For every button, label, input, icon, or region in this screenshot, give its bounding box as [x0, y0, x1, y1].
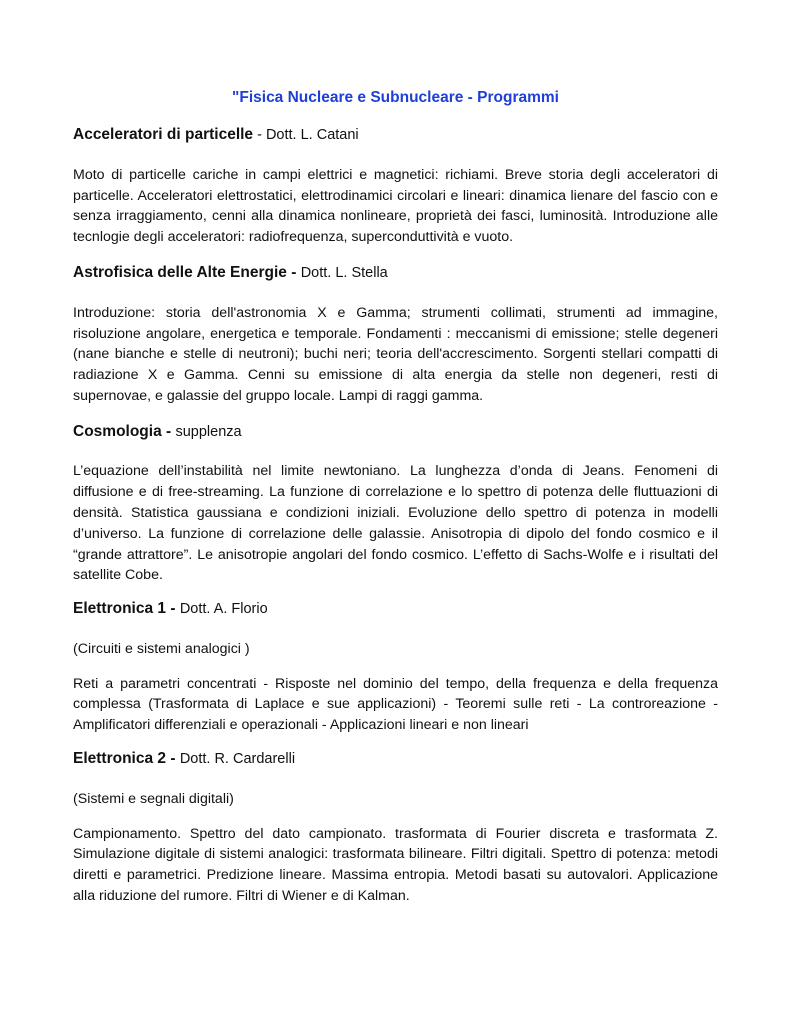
course-teacher: Dott. R. Cardarelli	[179, 751, 296, 768]
document-title: "Fisica Nucleare e Subnucleare - Programmi	[232, 89, 559, 106]
course-subtitle: (Circuiti e sistemi analogici )	[73, 640, 250, 657]
document-page	[73, 88, 718, 921]
course-description: Moto di particelle cariche in campi elettrici e magnetici: richiami. Breve storia degli acceleratori di particelle. Acceleratori elettrostatici, elettrodinamici circolari e lineari: dinamica lienare del fascio con e senza irraggiamento, cenni alla dinamica nonlineare, proprietà dei fasci, luminosità. Introduzione alle tecnlogie degli acceleratori: radiofrequenza, superconduttività e vuoto.	[73, 166, 718, 246]
course-subtitle: (Sistemi e segnali digitali)	[73, 790, 234, 807]
course-teacher: - Dott. L. Catani	[253, 127, 359, 144]
course-description: Introduzione: storia dell'astronomia X e Gamma; strumenti collimati, strumenti ad immagine, risoluzione angolare, energetica e temporale. Fondamenti : meccanismi di emissione; stelle degeneri (nane bianche e stelle di neutroni); buchi neri; teoria dell'accrescimento. Sorgenti stellari compatti di radiazione X e Gamma. Cenni su emissione di alta energia da stelle non degeneri, resti di supernovae, e galassie del gruppo locale. Lampi di raggi gamma.	[73, 304, 718, 404]
section-heading	[73, 748, 718, 770]
course-title: Elettronica 1 -	[73, 600, 180, 618]
course-title: Acceleratori di particelle	[73, 126, 254, 144]
course-title: Astrofisica delle Alte Energie -	[73, 264, 301, 282]
course-description: Campionamento. Spettro del dato campionato. trasformata di Fourier discreta e trasformata Z. Simulazione digitale di sistemi analogici: trasformata bilineare. Filtri digitali. Spettro di potenza: metodi diretti e parametrici. Predizione lineare. Massima entropia. Metodi basati su autovalori. Applicazione alla riduzione del rumore. Filtri di Wiener e di Kalman.	[73, 825, 718, 904]
section-cosmologia	[73, 421, 718, 586]
course-title: Elettronica 2 -	[73, 750, 180, 768]
section-elettronica-1	[73, 598, 718, 736]
section-heading	[73, 598, 718, 620]
course-description: L’equazione dell’instabilità nel limite newtoniano. La lunghezza d’onda di Jeans. Fenomeni di diffusione e di free-streaming. La funzione di correlazione e lo spettro di potenza delle fluttuazioni di densità. Statistica gaussiana e condizioni iniziali. Evoluzione dello spettro di potenza in modelli d’universo. La funzione di correlazione delle galassie. Anisotropia di dipolo del fondo cosmico e il “grande attrattore”. Le anisotropie angolari del fondo cosmico. L’effetto di Sachs-Wolfe e i risultati del satellite Cobe.	[73, 463, 718, 584]
course-title: Cosmologia -	[73, 422, 176, 440]
section-acceleratori	[73, 124, 718, 248]
section-astrofisica	[73, 262, 718, 407]
course-description: Reti a parametri concentrati - Risposte nel dominio del tempo, della frequenza e della frequenza complessa (Trasformata di Laplace e sue applicazioni) - Teoremi sulle reti - La controreazione - Amplificatori differenziali e operazionali - Applicazioni lineari e non lineari	[73, 675, 718, 734]
section-heading	[73, 262, 718, 284]
section-elettronica-2	[73, 748, 718, 907]
course-teacher: supplenza	[175, 423, 242, 440]
course-teacher: Dott. L. Stella	[300, 265, 388, 282]
section-heading	[73, 124, 718, 146]
section-heading	[73, 421, 718, 443]
course-teacher: Dott. A. Florio	[179, 601, 268, 618]
